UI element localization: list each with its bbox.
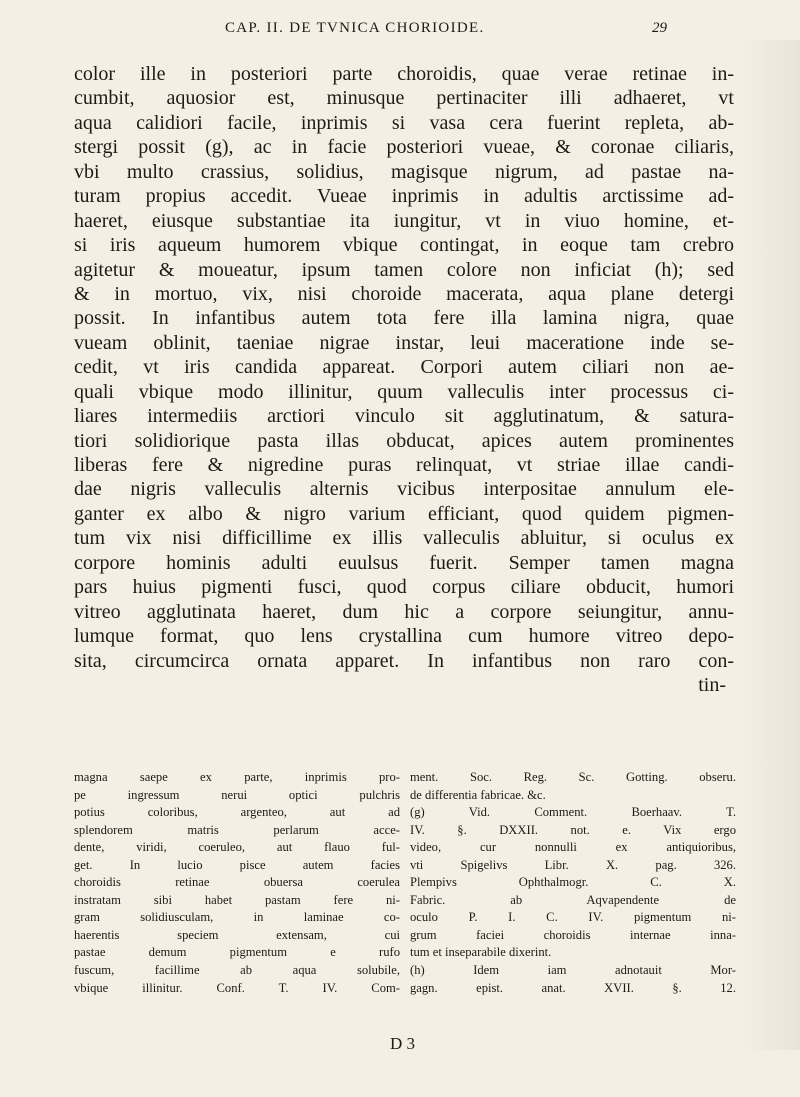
main-text-line: stergi possit (g), ac in facie posteriori vueae, & coronae ciliaris,	[74, 136, 734, 159]
footnote-line: splendorem matris perlarum acce-	[74, 822, 400, 837]
footnote-line: (g) Vid. Comment. Boerhaav. T.	[410, 805, 736, 820]
main-text-line: liberas fere & nigredine puras relinquat, vt striae illae candi-	[74, 454, 734, 476]
main-text-line: vitreo agglutinata haeret, dum hic a corpore seiungitur, annu-	[74, 600, 734, 623]
main-text-line: color ille in posteriori parte choroidis, quae verae retinae in-	[74, 63, 734, 85]
main-text-line: aqua calidiori facile, inprimis si vasa cera fuerint repleta, ab-	[74, 111, 734, 134]
footnote-line: pastae demum pigmentum e rufo	[74, 945, 400, 960]
footnotes-left-column	[74, 769, 400, 997]
main-text-block	[74, 62, 734, 697]
main-text-line: ganter ex albo & nigro varium efficiant, quod quidem pigmen-	[74, 502, 734, 525]
main-text-line: haeret, eiusque substantiae ita iungitur, vt in viuo homine, et-	[74, 209, 734, 232]
running-head: CAP. II. DE TVNICA CHORIOIDE.	[225, 20, 485, 36]
main-text-line: & in mortuo, vix, nisi choroide macerata, aqua plane detergi	[74, 282, 734, 305]
footnote-line: fuscum, facillime ab aqua solubile,	[74, 963, 400, 978]
main-text-line: vbi multo crassius, solidius, magisque nigrum, ad pastae na-	[74, 160, 734, 183]
footnote-line: get. In lucio pisce autem facies	[74, 857, 400, 872]
footnote-line: grum faciei choroidis internae inna-	[410, 927, 736, 942]
footnote-line: vti Spigelivs Libr. X. pag. 326.	[410, 857, 736, 872]
footnotes-right-column	[410, 769, 736, 997]
footnote-line: (h) Idem iam adnotauit Mor-	[410, 963, 736, 978]
footnote-line: Fabric. ab Aqvapendente de	[410, 892, 736, 907]
main-text-line: si iris aqueum humorem vbique contingat, in eoque tam crebro	[74, 234, 734, 257]
footnote-line: choroidis retinae obuersa coerulea	[74, 875, 400, 890]
main-text-line: lumque format, quo lens crystallina cum humore vitreo depo-	[74, 625, 734, 648]
main-text-line: vueam oblinit, taeniae nigrae instar, leui maceratione inde se-	[74, 331, 734, 354]
footnote-line: potius coloribus, argenteo, aut ad	[74, 805, 400, 820]
page-header	[0, 20, 800, 50]
footnote-line: video, cur nonnulli ex antiquioribus,	[410, 840, 736, 855]
footnote-line: tum et inseparabile dixerint.	[410, 945, 552, 960]
footnote-line: gram solidiusculam, in laminae co-	[74, 910, 400, 925]
main-text-line: corpore hominis adulti euulsus fuerit. Semper tamen magna	[74, 551, 734, 574]
main-text-line: cedit, vt iris candida appareat. Corpori autem ciliari non ae-	[74, 356, 734, 379]
main-text-line: cumbit, aquosior est, minusque pertinaciter illi adhaeret, vt	[74, 87, 734, 110]
main-text-line: pars huius pigmenti fusci, quod corpus ciliare obducit, humori	[74, 576, 734, 599]
main-text-line: sita, circumcirca ornata apparet. In infantibus non raro con-	[74, 649, 734, 672]
footnote-line: instratam sibi habet pastam fere ni-	[74, 892, 400, 907]
footnote-line: magna saepe ex parte, inprimis pro-	[74, 770, 400, 784]
footnote-line: ment. Soc. Reg. Sc. Gotting. obseru.	[410, 770, 736, 784]
main-text-line: dae nigris valleculis alternis vicibus interpositae annulum ele-	[74, 478, 734, 501]
signature-mark: D 3	[390, 1034, 416, 1053]
catchword: tin-	[698, 673, 726, 696]
footnote-line: IV. §. DXXII. not. e. Vix ergo	[410, 822, 736, 837]
main-text-line: possit. In infantibus autem tota fere illa lamina nigra, quae	[74, 307, 734, 330]
footnote-line: vbique illinitur. Conf. T. IV. Com-	[74, 980, 400, 995]
footnote-line: dente, viridi, coeruleo, aut flauo ful-	[74, 840, 400, 855]
footnote-line: Plempivs Ophthalmogr. C. X.	[410, 875, 736, 890]
main-text-line: quali vbique modo illinitur, quum valleculis inter processus ci-	[74, 380, 734, 403]
footnote-line: haerentis speciem extensam, cui	[74, 927, 400, 942]
main-text-line: agitetur & moueatur, ipsum tamen colore non inficiat (h); sed	[74, 258, 734, 281]
footnote-line: oculo P. I. C. IV. pigmentum ni-	[410, 910, 736, 925]
footnote-line: pe ingressum nerui optici pulchris	[74, 787, 400, 802]
main-text-line: tum vix nisi difficillime ex illis valleculis abluitur, si oculus ex	[74, 527, 734, 550]
footnote-line: de differentia fabricae. &c.	[410, 787, 546, 802]
page-number: 29	[652, 20, 667, 36]
footnote-line: gagn. epist. anat. XVII. §. 12.	[410, 980, 736, 995]
main-text-line: tiori solidiorique pasta illas obducat, apices autem prominentes	[74, 429, 734, 452]
main-text-line: liares intermediis arctiori vinculo sit agglutinatum, & satura-	[74, 405, 734, 428]
main-text-line: turam propius accedit. Vueae inprimis in adultis arctissime ad-	[74, 185, 734, 208]
page-edge-shading	[740, 40, 800, 1050]
